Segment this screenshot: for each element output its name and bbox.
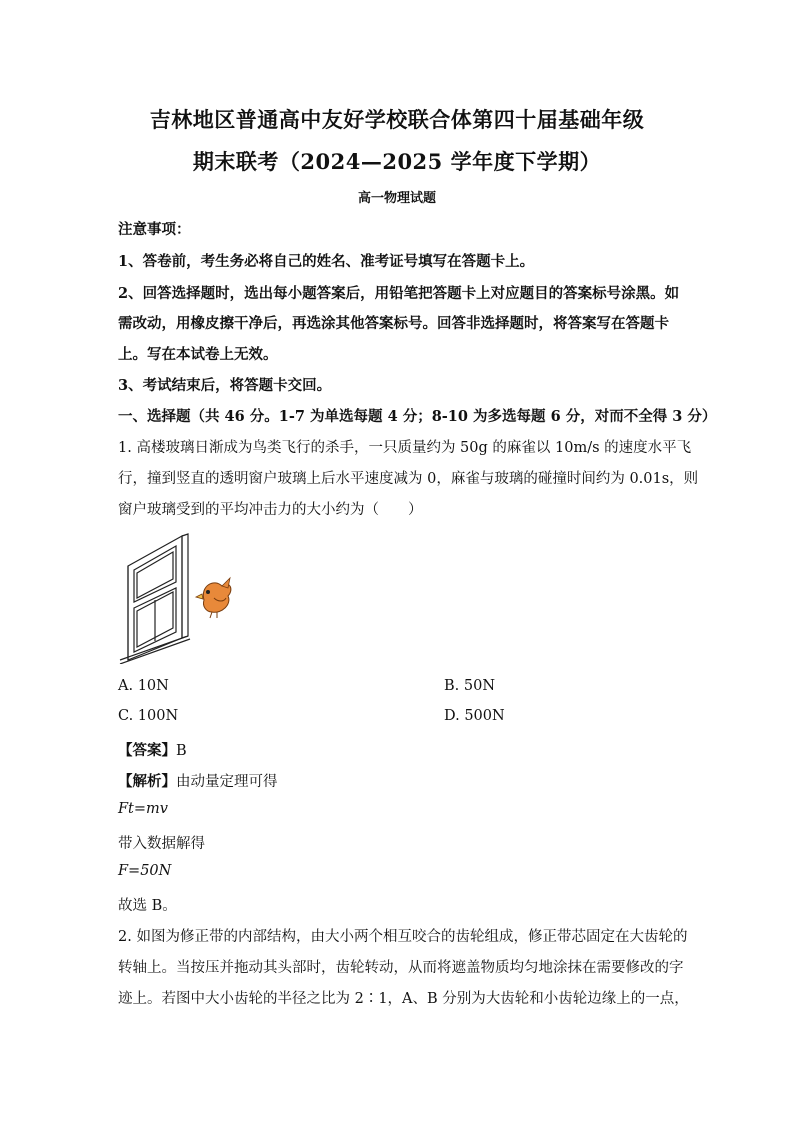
- option-b: B. 50N: [444, 678, 496, 694]
- question-1-line: 窗户玻璃受到的平均冲击力的大小约为（ ）: [118, 502, 423, 518]
- answer-label: 【答案】: [118, 742, 176, 759]
- window-bird-figure: [118, 528, 238, 664]
- option-c: C. 100N: [118, 708, 179, 724]
- notes-heading: 注意事项：: [118, 221, 191, 238]
- note-line: 需改动，用橡皮擦干净后，再选涂其他答案标号。回答非选择题时，将答案写在答题卡: [118, 315, 669, 332]
- conclusion: 故选 B。: [118, 898, 177, 914]
- exam-title-line1: 吉林地区普通高中友好学校联合体第四十届基础年级: [149, 107, 645, 132]
- analysis-text: 由动量定理可得: [176, 774, 278, 790]
- question-2-line: 迹上。若图中大小齿轮的半径之比为 2∶1，A、B 分别为大齿轮和小齿轮边缘上的一点，: [118, 991, 689, 1007]
- substitution-step: 带入数据解得: [118, 836, 205, 852]
- question-1-line: 1. 高楼玻璃日渐成为鸟类飞行的杀手，一只质量约为 50g 的麻雀以 10m/s 的速度水平飞: [118, 440, 692, 456]
- option-a: A. 10N: [118, 678, 169, 694]
- note-line: 上。写在本试卷上无效。: [118, 346, 278, 363]
- option-d: D. 500N: [444, 708, 505, 724]
- question-1-line: 行，撞到竖直的透明窗户玻璃上后水平速度减为 0，麻雀与玻璃的碰撞时间约为 0.01s，则: [118, 471, 699, 487]
- window-icon: [120, 534, 190, 664]
- exam-subtitle: 高一物理试题: [357, 191, 436, 206]
- formula-ft-mv: Ft=mv: [118, 801, 168, 817]
- note-line: 1、答卷前，考生务必将自己的姓名、准考证号填写在答题卡上。: [118, 253, 535, 270]
- formula-result: F=50N: [118, 863, 172, 879]
- note-line: 2、回答选择题时，选出每小题答案后，用铅笔把答题卡上对应题目的答案标号涂黑。如: [118, 285, 680, 302]
- answer-line: [118, 739, 187, 760]
- answer-value: B: [176, 743, 187, 759]
- analysis-line: [118, 770, 278, 791]
- section-heading: 一、选择题（共 46 分。1-7 为单选每题 4 分；8-10 为多选每题 6 分，对而不全得 3 分）: [118, 408, 717, 425]
- analysis-label: 【解析】: [118, 773, 176, 790]
- exam-title-line2: 期末联考（2024—2025 学年度下学期）: [192, 149, 602, 174]
- question-2-line: 转轴上。当按压并拖动其头部时，齿轮转动，从而将遮盖物质均匀地涂抹在需要修改的字: [118, 960, 684, 976]
- question-2-line: 2. 如图为修正带的内部结构，由大小两个相互咬合的齿轮组成，修正带芯固定在大齿轮的: [118, 929, 688, 945]
- note-line: 3、考试结束后，将答题卡交回。: [118, 377, 332, 394]
- bird-icon: [196, 578, 231, 618]
